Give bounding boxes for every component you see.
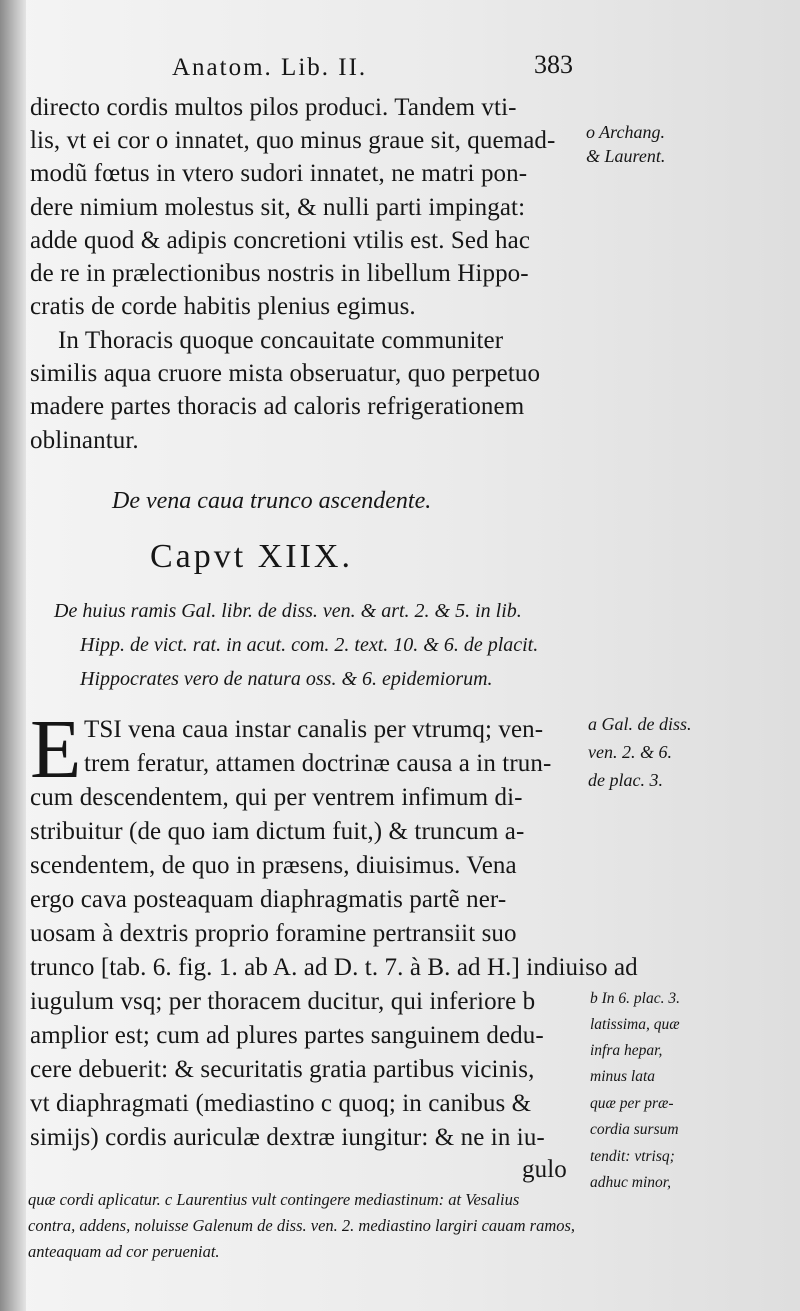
main-line-4: stribuitur (de quo iam dictum fuit,) & truncum a- bbox=[30, 818, 525, 845]
margin-note-b-line-5: quæ per præ- bbox=[590, 1095, 674, 1112]
margin-note-a-line-3: de plac. 3. bbox=[588, 770, 663, 790]
main-line-8: trunco [tab. 6. fig. 1. ab A. ad D. t. 7. à B. ad H.] indiuiso ad bbox=[30, 954, 638, 981]
main-line-12: vt diaphragmati (mediastino c quoq; in canibus & bbox=[30, 1090, 532, 1117]
footnote-line-1: quæ cordi aplicatur. c Laurentius vult contingere mediastinum: at Vesalius bbox=[28, 1190, 520, 1209]
main-line-7: uosam à dextris proprio foramine pertransiit suo bbox=[30, 920, 517, 947]
summary-line-3: Hippocrates vero de natura oss. & 6. epidemiorum. bbox=[80, 668, 493, 690]
margin-note-b-line-4: minus lata bbox=[590, 1068, 656, 1085]
chapter-heading: Capvt XIIX. bbox=[150, 538, 353, 575]
main-line-11: cere debuerit: & securitatis gratia partibus vicinis, bbox=[30, 1056, 535, 1083]
margin-note-b-line-3: infra hepar, bbox=[590, 1042, 663, 1059]
catchword: gulo bbox=[522, 1156, 567, 1183]
top-line-6: de re in prælectionibus nostris in libellum Hippo- bbox=[30, 260, 529, 287]
margin-note-o-line-1: o Archang. bbox=[586, 122, 665, 142]
margin-note-b-line-7: tendit: vtrisq; bbox=[590, 1148, 675, 1165]
main-line-9: iugulum vsq; per thoracem ducitur, qui inferiore b bbox=[30, 988, 536, 1015]
main-line-13: simijs) cordis auriculæ dextræ iungitur: & ne in iu- bbox=[30, 1124, 545, 1151]
drop-cap: E bbox=[30, 703, 82, 796]
running-title: Anatom. Lib. II. bbox=[172, 54, 368, 81]
section-subtitle: De vena caua trunco ascendente. bbox=[112, 488, 432, 514]
margin-note-o-line-2: & Laurent. bbox=[586, 146, 666, 166]
main-line-10: amplior est; cum ad plures partes sanguinem dedu- bbox=[30, 1022, 544, 1049]
top-line-7: cratis de corde habitis plenius egimus. bbox=[30, 293, 416, 320]
margin-note-a-line-1: a Gal. de diss. bbox=[588, 714, 692, 734]
page-gutter-shadow bbox=[0, 0, 26, 1311]
summary-line-1: De huius ramis Gal. libr. de diss. ven. & art. 2. & 5. in lib. bbox=[54, 600, 522, 622]
main-line-6: ergo cava posteaquam diaphragmatis partẽ ner- bbox=[30, 886, 507, 913]
summary-line-2: Hipp. de vict. rat. in acut. com. 2. text. 10. & 6. de placit. bbox=[80, 634, 539, 656]
top-line-3: modũ fœtus in vtero sudori innatet, ne matri pon- bbox=[30, 160, 528, 187]
margin-note-b-line-6: cordia sursum bbox=[590, 1121, 679, 1138]
top-line-1: directo cordis multos pilos produci. Tandem vti- bbox=[30, 94, 517, 121]
main-line-2: trem feratur, attamen doctrinæ causa a in trun- bbox=[84, 750, 552, 777]
main-line-3: cum descendentem, qui per ventrem infimum di- bbox=[30, 784, 523, 811]
top-line-4: dere nimium molestus sit, & nulli parti impingat: bbox=[30, 194, 526, 221]
margin-note-b-line-1: b In 6. plac. 3. bbox=[590, 990, 680, 1007]
footnote-line-3: anteaquam ad cor perueniat. bbox=[28, 1242, 220, 1261]
top-line-11: oblinantur. bbox=[30, 427, 139, 454]
top-line-8: In Thoracis quoque concauitate communiter bbox=[58, 327, 504, 354]
footnote-line-2: contra, addens, noluisse Galenum de diss. ven. 2. mediastino largiri cauam ramos, bbox=[28, 1216, 576, 1235]
top-line-2: lis, vt ei cor o innatet, quo minus graue sit, quemad- bbox=[30, 127, 556, 154]
top-line-9: similis aqua cruore mista obseruatur, quo perpetuo bbox=[30, 360, 541, 387]
main-line-1: TSI vena caua instar canalis per vtrumq; ven- bbox=[84, 716, 544, 743]
top-line-10: madere partes thoracis ad caloris refrigerationem bbox=[30, 393, 525, 420]
main-line-5: scendentem, de quo in præsens, diuisimus. Vena bbox=[30, 852, 517, 879]
top-line-5: adde quod & adipis concretioni vtilis est. Sed hac bbox=[30, 227, 531, 254]
margin-note-b-line-8: adhuc minor, bbox=[590, 1174, 671, 1191]
margin-note-a-line-2: ven. 2. & 6. bbox=[588, 742, 672, 762]
margin-note-b-line-2: latissima, quæ bbox=[590, 1016, 680, 1033]
page-number: 383 bbox=[534, 50, 573, 79]
